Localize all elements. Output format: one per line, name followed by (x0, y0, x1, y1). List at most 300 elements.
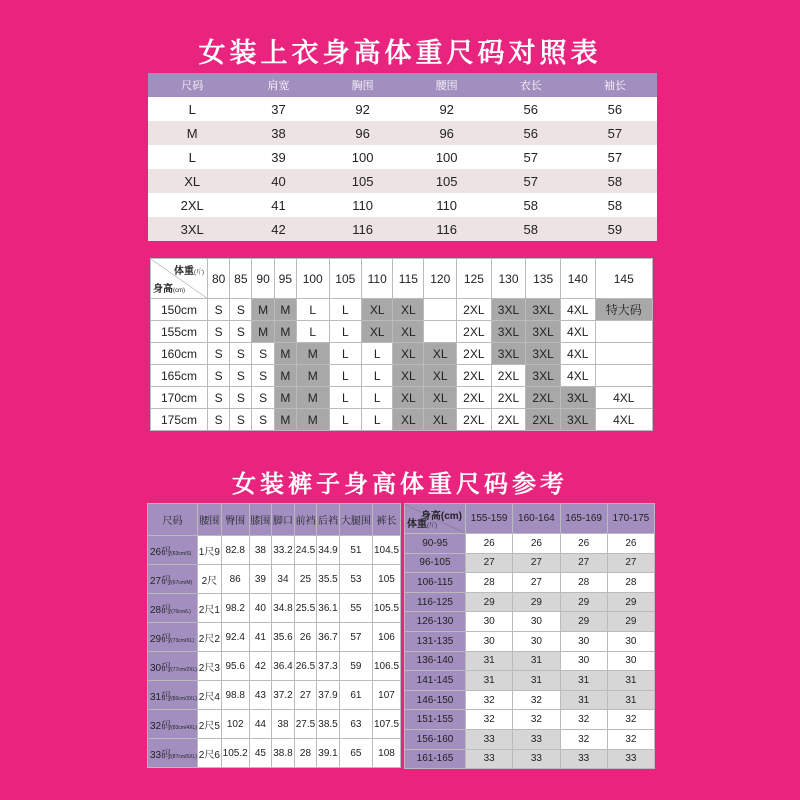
size-cell: 33 (513, 749, 560, 769)
size-cell: 3XL (491, 343, 526, 365)
size-cell: M (274, 299, 296, 321)
size-header (148, 565, 198, 594)
size-cell: S (208, 299, 230, 321)
height-header: 155cm (151, 321, 208, 343)
size-cell: 30 (513, 631, 560, 651)
size-cell: 28 (466, 573, 513, 593)
table-cell: 24.5 (294, 536, 317, 565)
size-cell: 32 (466, 710, 513, 730)
table-cell: 110 (321, 193, 405, 217)
size-header (148, 710, 198, 739)
table-cell: 2尺5 (198, 710, 222, 739)
height-label: 身高(cm) (420, 511, 462, 522)
size-cell: 31 (513, 671, 560, 691)
table-cell: 57 (489, 169, 573, 193)
table-cell: 37.3 (317, 652, 340, 681)
table-cell: 105 (373, 565, 401, 594)
table-cell: 40 (249, 594, 272, 623)
size-cell: M (296, 365, 329, 387)
size-header (148, 652, 198, 681)
table-cell: 2尺6 (198, 739, 222, 768)
size-cell: 4XL (560, 321, 595, 343)
size-cell: 27 (466, 553, 513, 573)
table-cell: 57 (573, 145, 657, 169)
size-cell: 30 (560, 651, 607, 671)
column-header: 臀围 (221, 504, 249, 536)
weight-header: 126-130 (405, 612, 466, 632)
table-cell: 58 (489, 217, 573, 241)
size-note: (63cm/S) (171, 550, 192, 557)
weight-header: 151-155 (405, 710, 466, 730)
size-cell (595, 321, 652, 343)
size-cell: XL (393, 365, 424, 387)
size-note: (70cm/L) (171, 608, 191, 615)
size-cell: L (362, 387, 393, 409)
column-header: 后裆 (317, 504, 340, 536)
size-cell (595, 365, 652, 387)
weight-header: 110 (362, 259, 393, 299)
column-header: 尺码 (148, 73, 236, 97)
table-cell: 110 (405, 193, 489, 217)
size-cell: XL (393, 299, 424, 321)
size-cell: 31 (560, 671, 607, 691)
weight-label: 体重 (407, 519, 427, 530)
column-header: 袖长 (573, 73, 657, 97)
size-cell: M (296, 343, 329, 365)
size-cell: S (230, 365, 252, 387)
header-row (148, 504, 401, 536)
table-cell: 56 (489, 97, 573, 121)
size-cell (424, 321, 457, 343)
size-cell: 3XL (526, 343, 561, 365)
table-row (405, 573, 655, 593)
size-cell: M (274, 387, 296, 409)
table-row (405, 749, 655, 769)
size-cell: 2XL (457, 387, 492, 409)
column-header: 腰围 (405, 73, 489, 97)
size-cell: 31 (560, 690, 607, 710)
size-cell: S (208, 321, 230, 343)
table-cell: 53 (339, 565, 372, 594)
size-cell: 30 (513, 612, 560, 632)
column-header: 膝围 (249, 504, 272, 536)
size-cell: L (329, 365, 362, 387)
table-cell: 57 (339, 623, 372, 652)
size-cell: L (296, 321, 329, 343)
size-cell: 2XL (457, 365, 492, 387)
table-cell: 59 (339, 652, 372, 681)
size-cell: XL (424, 365, 457, 387)
table-cell: 35.5 (317, 565, 340, 594)
weight-header: 116-125 (405, 592, 466, 612)
size-cell: 28 (560, 573, 607, 593)
header-row (151, 259, 653, 299)
table-row (405, 671, 655, 691)
table-cell: 38.5 (317, 710, 340, 739)
table-row (151, 299, 653, 321)
size-label: 26码 (150, 546, 172, 558)
table-cell: 36.7 (317, 623, 340, 652)
size-cell: 2XL (457, 409, 492, 431)
table-cell: 42 (236, 217, 320, 241)
table-cell: 107 (373, 681, 401, 710)
weight-header: 146-150 (405, 690, 466, 710)
table-cell: 65 (339, 739, 372, 768)
table-row (148, 536, 401, 565)
size-cell: L (296, 299, 329, 321)
size-cell: 31 (607, 690, 654, 710)
weight-header: 145 (595, 259, 652, 299)
size-cell: L (362, 409, 393, 431)
table-cell: 45 (249, 739, 272, 768)
height-header: 165cm (151, 365, 208, 387)
weight-header: 90 (252, 259, 274, 299)
table-cell: 42 (249, 652, 272, 681)
table-cell: L (148, 97, 236, 121)
corner-header (405, 504, 466, 534)
size-cell: 30 (560, 631, 607, 651)
size-cell: 26 (513, 534, 560, 554)
table-cell: 1尺9 (198, 536, 222, 565)
table-cell: 3XL (148, 217, 236, 241)
height-header: 170cm (151, 387, 208, 409)
size-cell: M (274, 409, 296, 431)
table-cell: 37.2 (272, 681, 295, 710)
size-cell: 29 (607, 592, 654, 612)
size-cell: 27 (513, 553, 560, 573)
table-cell: 2尺1 (198, 594, 222, 623)
size-cell: S (230, 321, 252, 343)
column-header: 裤长 (373, 504, 401, 536)
table-cell: 37.9 (317, 681, 340, 710)
size-cell: 32 (513, 710, 560, 730)
size-cell: 33 (607, 749, 654, 769)
table-row (148, 97, 657, 121)
table-cell: 92 (405, 97, 489, 121)
size-cell: M (296, 409, 329, 431)
size-cell: 33 (466, 749, 513, 769)
corner-header (151, 259, 208, 299)
column-header: 肩宽 (236, 73, 320, 97)
weight-header: 125 (457, 259, 492, 299)
size-cell: L (329, 321, 362, 343)
table-cell: 39.1 (317, 739, 340, 768)
table-row (148, 710, 401, 739)
weight-header: 90-95 (405, 534, 466, 554)
size-cell: 2XL (491, 365, 526, 387)
table-cell: M (148, 121, 236, 145)
size-cell: 4XL (560, 299, 595, 321)
size-note: (83cm/4XL) (171, 724, 197, 731)
table-cell: 96 (405, 121, 489, 145)
weight-header: 96-105 (405, 553, 466, 573)
size-cell: 31 (513, 651, 560, 671)
size-label: 31码 (150, 691, 172, 703)
size-cell: S (252, 343, 274, 365)
size-cell: 2XL (526, 387, 561, 409)
weight-header: 136-140 (405, 651, 466, 671)
size-cell: XL (424, 409, 457, 431)
table-cell: 26.5 (294, 652, 317, 681)
weight-header: 115 (393, 259, 424, 299)
table-row (148, 652, 401, 681)
table-cell: 58 (573, 169, 657, 193)
size-cell: 26 (607, 534, 654, 554)
size-cell: XL (393, 343, 424, 365)
table-row (405, 710, 655, 730)
size-cell: XL (393, 387, 424, 409)
size-cell: 31 (466, 651, 513, 671)
size-cell (424, 299, 457, 321)
size-cell: 3XL (526, 321, 561, 343)
table-cell: 34 (272, 565, 295, 594)
size-cell: 4XL (560, 343, 595, 365)
size-cell: M (274, 365, 296, 387)
table-row (148, 145, 657, 169)
size-label: 32码 (150, 720, 172, 732)
size-cell: L (362, 365, 393, 387)
size-cell: S (230, 409, 252, 431)
size-cell: XL (393, 409, 424, 431)
pants-measurement-table (147, 503, 401, 768)
table-cell: 28 (294, 739, 317, 768)
table-row (151, 387, 653, 409)
size-cell: 32 (607, 729, 654, 749)
weight-header: 156-160 (405, 729, 466, 749)
size-header (148, 536, 198, 565)
table-cell: 105 (405, 169, 489, 193)
size-label: 30码 (150, 662, 172, 674)
table-cell: 2尺3 (198, 652, 222, 681)
size-label: 28码 (150, 604, 172, 616)
table-cell: 96 (321, 121, 405, 145)
size-cell: 33 (560, 749, 607, 769)
size-cell: S (208, 409, 230, 431)
weight-header: 161-165 (405, 749, 466, 769)
table-cell: 2尺4 (198, 681, 222, 710)
size-note: (80cm/3XL) (171, 695, 197, 702)
size-cell (595, 343, 652, 365)
size-cell: 4XL (595, 409, 652, 431)
size-header (148, 681, 198, 710)
table-row (148, 565, 401, 594)
table-cell: 55 (339, 594, 372, 623)
table-cell: 36.4 (272, 652, 295, 681)
size-cell: 30 (607, 651, 654, 671)
table-cell: 34.9 (317, 536, 340, 565)
table-row (405, 631, 655, 651)
weight-header: 135 (526, 259, 561, 299)
table-cell: 27 (294, 681, 317, 710)
size-cell: S (252, 365, 274, 387)
column-header: 胸围 (321, 73, 405, 97)
table-cell: 63 (339, 710, 372, 739)
size-cell: 31 (607, 671, 654, 691)
table-cell: 37 (236, 97, 320, 121)
size-cell: 32 (607, 710, 654, 730)
size-header (148, 739, 198, 768)
size-cell: 31 (466, 671, 513, 691)
table-cell: 107.5 (373, 710, 401, 739)
size-label: 29码 (150, 633, 172, 645)
size-cell: 2XL (457, 343, 492, 365)
size-cell: 4XL (560, 365, 595, 387)
height-unit: (cm) (173, 288, 185, 294)
table-cell: 100 (321, 145, 405, 169)
weight-header: 106-115 (405, 573, 466, 593)
size-cell: S (230, 299, 252, 321)
table-cell: 39 (236, 145, 320, 169)
table-row (148, 193, 657, 217)
height-header: 160cm (151, 343, 208, 365)
size-cell: L (329, 299, 362, 321)
table-cell: 43 (249, 681, 272, 710)
size-cell: 28 (607, 573, 654, 593)
table-cell: 2尺 (198, 565, 222, 594)
height-header: 150cm (151, 299, 208, 321)
table-cell: 51 (339, 536, 372, 565)
size-cell: XL (424, 387, 457, 409)
size-header (148, 623, 198, 652)
size-cell: 3XL (491, 299, 526, 321)
table-cell: 2尺2 (198, 623, 222, 652)
weight-header: 80 (208, 259, 230, 299)
column-header: 衣长 (489, 73, 573, 97)
table-cell: 108 (373, 739, 401, 768)
size-cell: 33 (466, 729, 513, 749)
table-row (405, 612, 655, 632)
size-cell: L (329, 409, 362, 431)
weight-header: 130 (491, 259, 526, 299)
table-cell: 38 (236, 121, 320, 145)
table-cell: L (148, 145, 236, 169)
size-cell: 2XL (491, 387, 526, 409)
size-cell: 2XL (526, 409, 561, 431)
table-cell: 36.1 (317, 594, 340, 623)
size-cell: 29 (513, 592, 560, 612)
size-cell: XL (393, 321, 424, 343)
size-cell: S (252, 387, 274, 409)
size-cell: 32 (560, 710, 607, 730)
table-cell: 35.6 (272, 623, 295, 652)
size-note: (77cm/2XL) (171, 666, 197, 673)
table-cell: 44 (249, 710, 272, 739)
table-row (405, 690, 655, 710)
tops-size-table (148, 73, 657, 241)
table-cell: 26 (294, 623, 317, 652)
table-cell: 57 (489, 145, 573, 169)
size-label: 33码 (150, 749, 172, 761)
weight-label: 体重 (174, 266, 194, 277)
table-cell: 82.8 (221, 536, 249, 565)
size-cell: M (296, 387, 329, 409)
table-cell: 116 (321, 217, 405, 241)
table-row (405, 553, 655, 573)
height-weight-size-grid (150, 258, 653, 431)
table-cell: 59 (573, 217, 657, 241)
height-header: 160-164 (513, 504, 560, 534)
weight-header: 105 (329, 259, 362, 299)
table-cell: 57 (573, 121, 657, 145)
size-cell: 30 (466, 631, 513, 651)
size-cell: 27 (513, 573, 560, 593)
column-header: 大腿围 (339, 504, 372, 536)
table-row (148, 739, 401, 768)
column-header: 腰围 (198, 504, 222, 536)
height-header: 155-159 (466, 504, 513, 534)
size-cell: M (274, 343, 296, 365)
size-cell: XL (362, 299, 393, 321)
size-cell: M (252, 321, 274, 343)
size-cell: 29 (560, 592, 607, 612)
table-row (405, 729, 655, 749)
size-cell: 3XL (526, 299, 561, 321)
size-cell: 特大码 (595, 299, 652, 321)
size-cell: 29 (607, 612, 654, 632)
weight-header: 131-135 (405, 631, 466, 651)
size-cell: 32 (560, 729, 607, 749)
size-cell: 2XL (457, 299, 492, 321)
table-row (148, 623, 401, 652)
size-cell: M (274, 321, 296, 343)
table-row (148, 121, 657, 145)
table-row (151, 343, 653, 365)
table-cell: XL (148, 169, 236, 193)
table-cell: 41 (236, 193, 320, 217)
size-cell: L (362, 343, 393, 365)
tops-size-chart-title: 女装上衣身高体重尺码对照表 (198, 38, 602, 69)
table-row (148, 681, 401, 710)
size-cell: S (252, 409, 274, 431)
table-cell: 25 (294, 565, 317, 594)
table-cell: 33.2 (272, 536, 295, 565)
size-cell: 29 (466, 592, 513, 612)
size-cell: S (230, 387, 252, 409)
pants-size-chart-title: 女装裤子身高体重尺码参考 (232, 470, 568, 498)
size-note: (67cm/M) (171, 579, 193, 586)
size-cell: 3XL (491, 321, 526, 343)
size-cell: 2XL (457, 321, 492, 343)
table-cell: 92.4 (221, 623, 249, 652)
size-cell: 30 (466, 612, 513, 632)
size-cell: 3XL (560, 387, 595, 409)
weight-header: 85 (230, 259, 252, 299)
size-cell: 33 (513, 729, 560, 749)
table-cell: 58 (573, 193, 657, 217)
weight-unit: (斤) (194, 270, 204, 276)
size-cell: 29 (560, 612, 607, 632)
table-cell: 102 (221, 710, 249, 739)
size-cell: XL (424, 343, 457, 365)
height-header: 165-169 (560, 504, 607, 534)
table-cell: 86 (221, 565, 249, 594)
table-cell: 58 (489, 193, 573, 217)
table-cell: 106 (373, 623, 401, 652)
size-cell: S (208, 387, 230, 409)
size-label: 27码 (150, 575, 172, 587)
size-cell: 30 (607, 631, 654, 651)
table-cell: 56 (573, 97, 657, 121)
size-cell: 2XL (491, 409, 526, 431)
table-cell: 61 (339, 681, 372, 710)
table-cell: 104.5 (373, 536, 401, 565)
table-cell: 105.2 (221, 739, 249, 768)
height-header: 170-175 (607, 504, 654, 534)
table-cell: 40 (236, 169, 320, 193)
table-cell: 98.8 (221, 681, 249, 710)
size-cell: 32 (466, 690, 513, 710)
table-row (148, 169, 657, 193)
